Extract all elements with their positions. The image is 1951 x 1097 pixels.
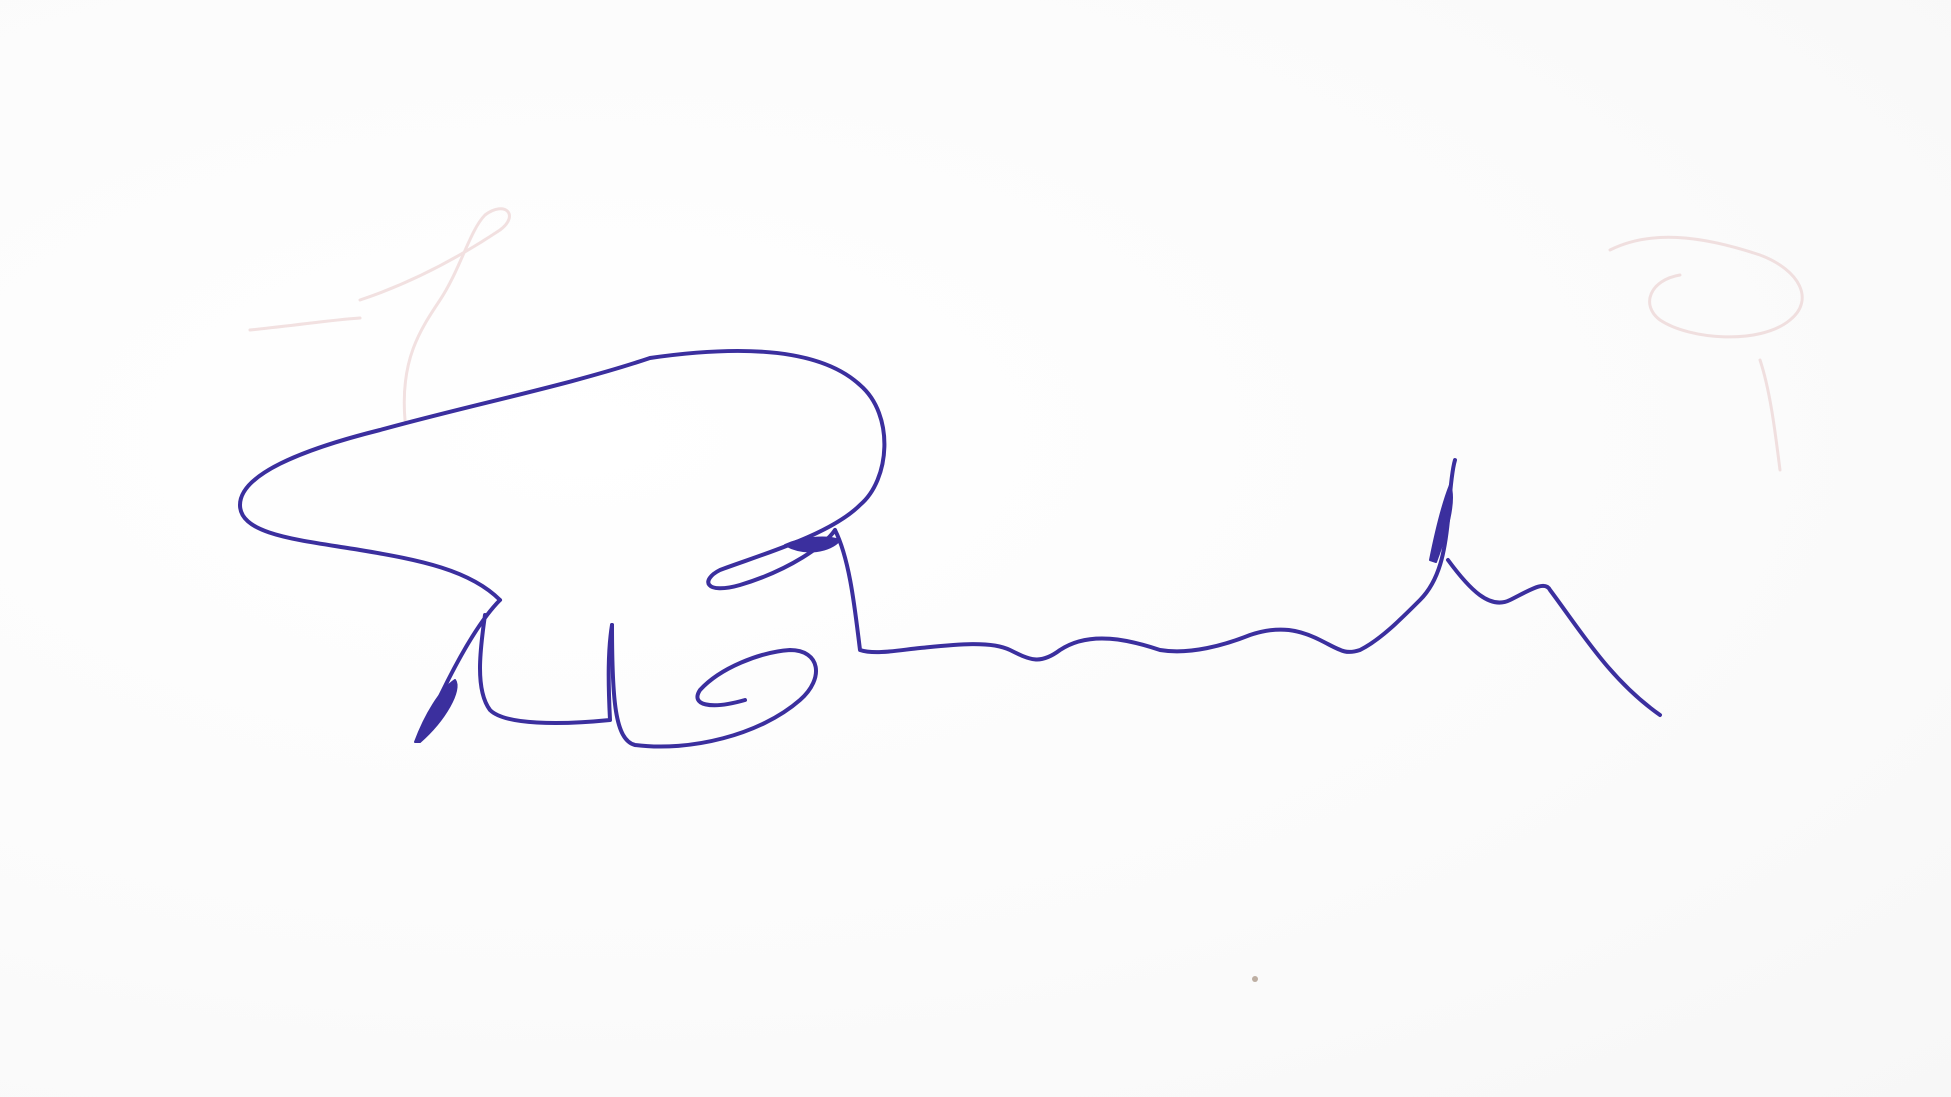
signature-blob-right	[1430, 485, 1452, 562]
signature-strokes	[240, 351, 1660, 747]
bleed-through-marks	[250, 209, 1802, 982]
signature-blob-left	[415, 680, 457, 742]
signature-stroke-m	[420, 600, 612, 740]
signature-blob-center	[785, 538, 840, 552]
bleed-mark-left	[250, 209, 509, 420]
bleed-mark-right	[1610, 237, 1802, 470]
signature-stroke-loop	[240, 351, 884, 600]
signature-stroke-tail	[835, 460, 1660, 715]
signature-stroke-b	[612, 625, 816, 747]
speck	[1252, 976, 1258, 982]
